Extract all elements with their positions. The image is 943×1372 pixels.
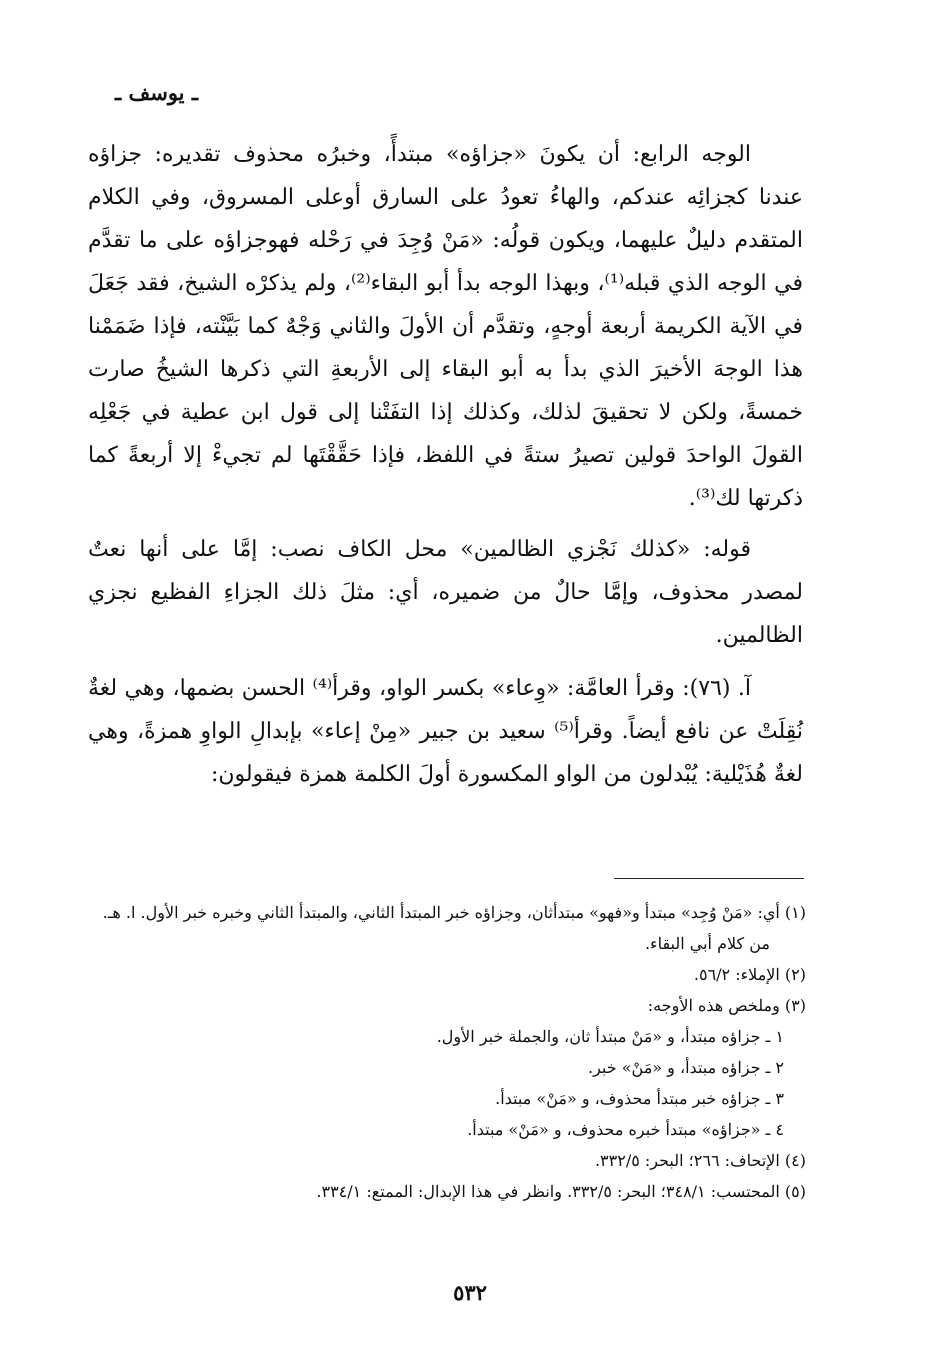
- footnote-5: (٥) المحتسب: ٣٤٨/١؛ البحر: ٣٣٢/٥. وانظر في هذا الإبدال: الممتع: ٣٣٤/١.: [316, 1182, 806, 1201]
- paragraph-verse-76: آ. (٧٦): وقرأ العامَّة: «وِعاء» بكسر الواو، وقرأ⁽⁴⁾ الحسن بضمها، وهي لغةٌ نُقِلَتْ عن نافع أيضاً. وقرأ⁽⁵⁾ سعيد بن جبير «مِنْ إعاء» بإبدالِ الواوِ همزةً، وهي لغةٌ هُذَيْلية: يُبْدلون من الواو المكسورة أولَ الكلمة همزة فيقولون:: [88, 676, 804, 787]
- footnote-divider: [614, 878, 804, 879]
- running-header: ـ يوسف ـ: [115, 80, 198, 105]
- footnotes: [96, 897, 806, 1207]
- footnote-3-item: ٢ ـ جزاؤه مبتدأ، و «مَنْ» خبر.: [588, 1058, 784, 1077]
- main-text: [88, 133, 803, 808]
- footnote-3-item: ٣ ـ جزاؤه خبر مبتدأ محذوف، و «مَنْ» مبتدأ.: [495, 1089, 784, 1108]
- footnote-3: (٣) وملخص هذه الأوجه:: [647, 996, 806, 1015]
- paragraph-kadhalika: قوله: «كذلك نَجْزي الظالمين» محل الكاف نصب: إمَّا على أنها نعتٌ لمصدر محذوف، وإمَّا حالٌ من ضميره، أي: مثلَ ذلك الجزاءِ الفظيع نجزي الظالمين.: [88, 537, 803, 648]
- footnote-2: (٢) الإملاء: ٥٦/٢.: [693, 965, 806, 984]
- footnote-4: (٤) الإتحاف: ٢٦٦؛ البحر: ٣٣٢/٥.: [594, 1151, 806, 1170]
- paragraph-fourth-aspect: الوجه الرابع: أن يكونَ «جزاؤه» مبتدأً، وخبرُه محذوف تقديره: جزاؤه عندنا كجزائِه عندكم، والهاءُ تعودُ على السارق أوعلى المسروق، وفي الكلام المتقدم دليلٌ عليهما، ويكون قولُه: «مَنْ وُجِدَ في رَحْله فهوجزاؤه على ما تقدَّم في الوجه الذي قبله⁽¹⁾، وبهذا الوجه بدأ أبو البقاء⁽²⁾، ولم يذكرْه الشيخ، فقد جَعَلَ في الآية الكريمة أربعة أوجهٍ، وتقدَّم أن الأولَ والثاني وَجْهٌ كما بَيَّنْته، فإذا ضَمَمْنا هذا الوجهَ الأخيرَ الذي بدأ به أبو البقاء إلى الأربعةِ التي ذكرها الشيخُ صارت خمسةً، ولكن لا تحقيقَ لذلك، وكذلك إذا التفَتْنا إلى قول ابن عطية في جَعْلِه القولَ الواحدَ قولين تصيرُ ستةً في اللفظ، فإذا حَقَّقْتَها لم تجيءْ إلا أربعةً كما ذكرتها لك⁽³⁾.: [88, 142, 803, 511]
- footnote-3-item: ٤ ـ «جزاؤه» مبتدأ خبره محذوف، و «مَنْ» مبتدأ.: [467, 1120, 784, 1139]
- footnote-1: (١) أي: «مَنْ وُجِد» مبتدأ و«فهو» مبتدأثان، وجزاؤه خبر المبتدأ الثاني، والمبتدأ الثاني وخبره خبر الأول. ا. هـ. من كلام أبي البقاء.: [102, 903, 806, 953]
- page-number: ٥٣٢: [453, 1280, 487, 1305]
- footnote-3-item: ١ ـ جزاؤه مبتدأ، و «مَنْ مبتدأ ثان، والجملة خبر الأول.: [436, 1027, 784, 1046]
